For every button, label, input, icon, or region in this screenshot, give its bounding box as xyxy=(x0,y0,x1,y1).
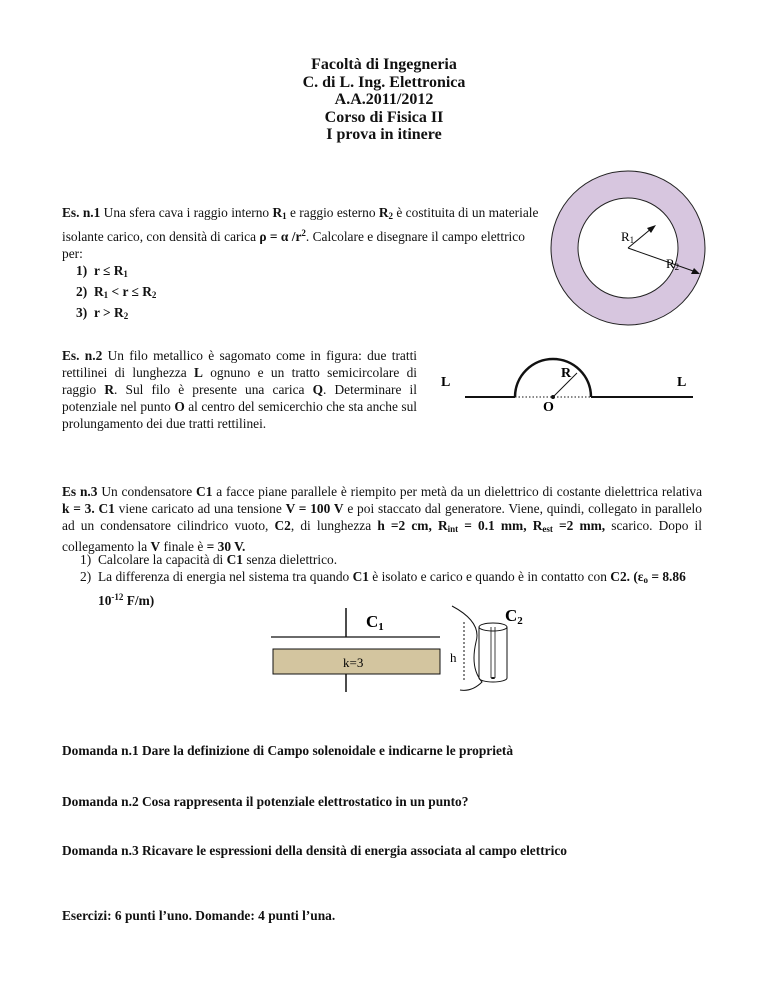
capacitor-c2-figure xyxy=(442,600,552,700)
list-item: 1) Calcolare la capacità di C1 senza dielettrico. xyxy=(80,552,338,567)
semicircle-segment xyxy=(515,359,591,397)
list-item: 3) $r > R_2$ xyxy=(76,305,129,321)
label-h: h xyxy=(450,650,457,665)
exercise-2: Es. n.2 Un filo metallico è sagomato come in figura: due tratti rettilinei di lunghezza L ognuno e un tratto semicircolare di raggio R. Sul filo è presente una carica Q. Determinare il potenziale nel punto O al centro del semicerchio che sta anche sul prolungamento dei due tratti rettilinei. xyxy=(62,348,418,431)
label-l-right: L xyxy=(677,375,687,390)
wire-figure xyxy=(425,340,700,420)
exercise-1 xyxy=(62,204,547,325)
label-r2: R2 xyxy=(666,256,680,272)
capacitor-c1-figure xyxy=(268,606,443,696)
inner-conductor-base xyxy=(491,677,495,679)
label-c2: C2 xyxy=(505,606,523,627)
label-o: O xyxy=(543,400,554,415)
document-header xyxy=(0,56,768,144)
exercise-1-cases xyxy=(76,262,547,325)
course-name: Corso di Fisica II xyxy=(324,108,444,126)
scoring-footer: Esercizi: 6 punti l’uno. Domande: 4 punti l’una. xyxy=(62,908,336,923)
list-item: 1) $r \le R_1$ xyxy=(76,263,128,279)
list-item: 2) $R_1 < r \le R_2$ xyxy=(76,284,157,300)
hollow-sphere-figure xyxy=(548,168,708,328)
academic-year: A.A.2011/2012 xyxy=(334,91,434,108)
question-3: Domanda n.3 Ricavare le espressioni della densità di energia associata al campo elettrico xyxy=(62,843,567,858)
label-k: k=3 xyxy=(343,655,364,670)
label-r1: R1 xyxy=(621,229,635,245)
center-point xyxy=(551,395,555,399)
course-of-study: C. di L. Ing. Elettronica xyxy=(302,73,466,91)
label-c1: C1 xyxy=(366,612,384,633)
c2-wire xyxy=(452,606,482,690)
label-l-left: L xyxy=(441,375,451,390)
faculty-title: Facoltà di Ingegneria xyxy=(311,56,457,73)
label-r: R xyxy=(561,366,572,381)
exercise-3: Es n.3 Un condensatore C1 a facce piane parallele è riempito per metà da un dielettrico di costante dielettrica relativa k = 3. C1 viene caricato ad una tensione V = 100 V e poi staccato dal generatore. Viene, quindi, collegato in parallelo ad un condensatore cilindrico vuoto, C2, di lunghezza h =2 cm, $R_{int} = 0.1$ mm, $R_{est} =2$ mm, scarico. Dopo il collegamento la V finale è = 30 V. xyxy=(62,484,703,554)
cylinder-top xyxy=(479,623,507,631)
question-1: Domanda n.1 Dare la definizione di Campo solenoidale e indicarne le proprietà xyxy=(62,743,514,758)
exam-name: I prova in itinere xyxy=(326,126,442,143)
question-2: Domanda n.2 Cosa rappresenta il potenziale elettrostatico in un punto? xyxy=(62,794,469,809)
exercise-1-text: Es. n.1 Una sfera cava i raggio interno $R_1$ e raggio esterno $R_2$ è costituita di un materiale isolante carico, con densità di carica ρ = α $/r^2$. Calcolare e disegnare il campo elettrico per: xyxy=(62,205,539,261)
list-item: 2) La differenza di energia nel sistema tra quando C1 è isolato e carico e quando è in contatto con C2. ($\varepsilon_o = 8.86$ $10^{-12}$ F/m) xyxy=(80,569,686,608)
exercise-3-tasks xyxy=(80,551,702,609)
